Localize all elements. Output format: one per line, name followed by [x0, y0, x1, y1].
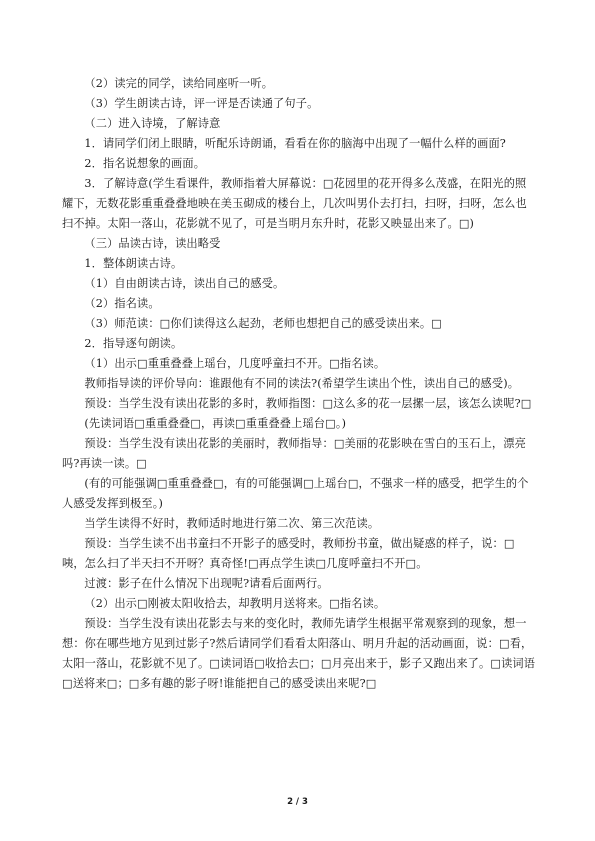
paragraph: (有的可能强调□重重叠叠□，有的可能强调□上瑶台□，不强求一样的感受，把学生的个人感受发挥到极至。)	[62, 477, 529, 510]
paragraph: （2）出示□刚被太阳收拾去，却教明月送将来。□指名读。	[84, 597, 386, 610]
paragraph: (先读词语□重重叠叠□，再读□重重叠叠上瑶台□。)	[84, 417, 347, 430]
paragraph: 教师指导读的评价导向：谁跟他有不同的读法?(希望学生读出个性，读出自己的感受)。	[84, 377, 520, 390]
paragraph: 预设：当学生没有读出花影去与来的变化时，教师先请学生根据平常观察到的现象，想一想：你在哪些地方见到过影子?然后请同学们看看太阳落山、明月升起的活动画面，说：□看，太阳一落山，花影就不见了。□读词语□收拾去□；□月亮出来于，影子又跑出来了。□读词语□送将来□；□多有趣的影子呀!谁能把自己的感受读出来呢?□	[62, 617, 536, 690]
paragraph: 预设：当学生读不出书童扫不开影子的感受时，教师扮书童，做出疑惑的样子，说：□咦，怎么扫了半天扫不开呀？真奇怪!□再点学生读□几度呼童扫不开□。	[62, 537, 515, 570]
section-heading: （二）进入诗境，了解诗意	[84, 117, 221, 130]
paragraph: （3）师范读：□你们读得这么起劲，老师也想把自己的感受读出来。□	[84, 317, 442, 330]
section-heading: （三）品读古诗，读出略受	[84, 237, 221, 250]
document-body	[62, 74, 536, 694]
paragraph: 2．指导逐句朗读。	[84, 337, 183, 350]
paragraph: （1）出示□重重叠叠上瑶台，几度呼童扫不开。□指名读。	[84, 357, 386, 370]
paragraph: 当学生读得不好时，教师适时地进行第二次、第三次范读。	[84, 517, 380, 530]
paragraph: 1．请同学们闭上眼睛，听配乐诗朗诵，看看在你的脑海中出现了一幅什么样的画面?	[84, 137, 506, 150]
page-number: 2 / 3	[287, 797, 308, 807]
paragraph: （2）读完的同学，读给同座听一听。	[84, 77, 274, 90]
paragraph: （2）指名读。	[84, 297, 160, 310]
paragraph: 预设：当学生没有读出花影的多时，教师指图：□这么多的花一层摞一层，该怎么读呢?□	[84, 397, 532, 410]
paragraph: （1）自由朗读古诗，读出自己的感受。	[84, 277, 285, 290]
paragraph: 1．整体朗读古诗。	[84, 257, 183, 270]
paragraph: （3）学生朗读古诗，评一评是否读通了句子。	[84, 97, 319, 110]
paragraph: 2．指名说想象的画面。	[84, 157, 206, 170]
paragraph: 3．了解诗意(学生看课件，教师指着大屏幕说：□花园里的花开得多么茂盛，在阳光的照耀下，无数花影重重叠叠地映在美玉砌成的楼台上，几次叫男仆去打扫，扫呀，扫呀，怎么也扫不掉。太阳一落山，花影就不见了，可是当明月东升时，花影又映显出来了。□)	[62, 177, 527, 230]
paragraph: 预设：当学生没有读出花影的美丽时，教师指导：□美丽的花影映在雪白的玉石上，漂亮吗?再读一读。□	[62, 437, 526, 470]
paragraph: 过渡：影子在什么情况下出现呢?请看后面两行。	[84, 577, 329, 590]
